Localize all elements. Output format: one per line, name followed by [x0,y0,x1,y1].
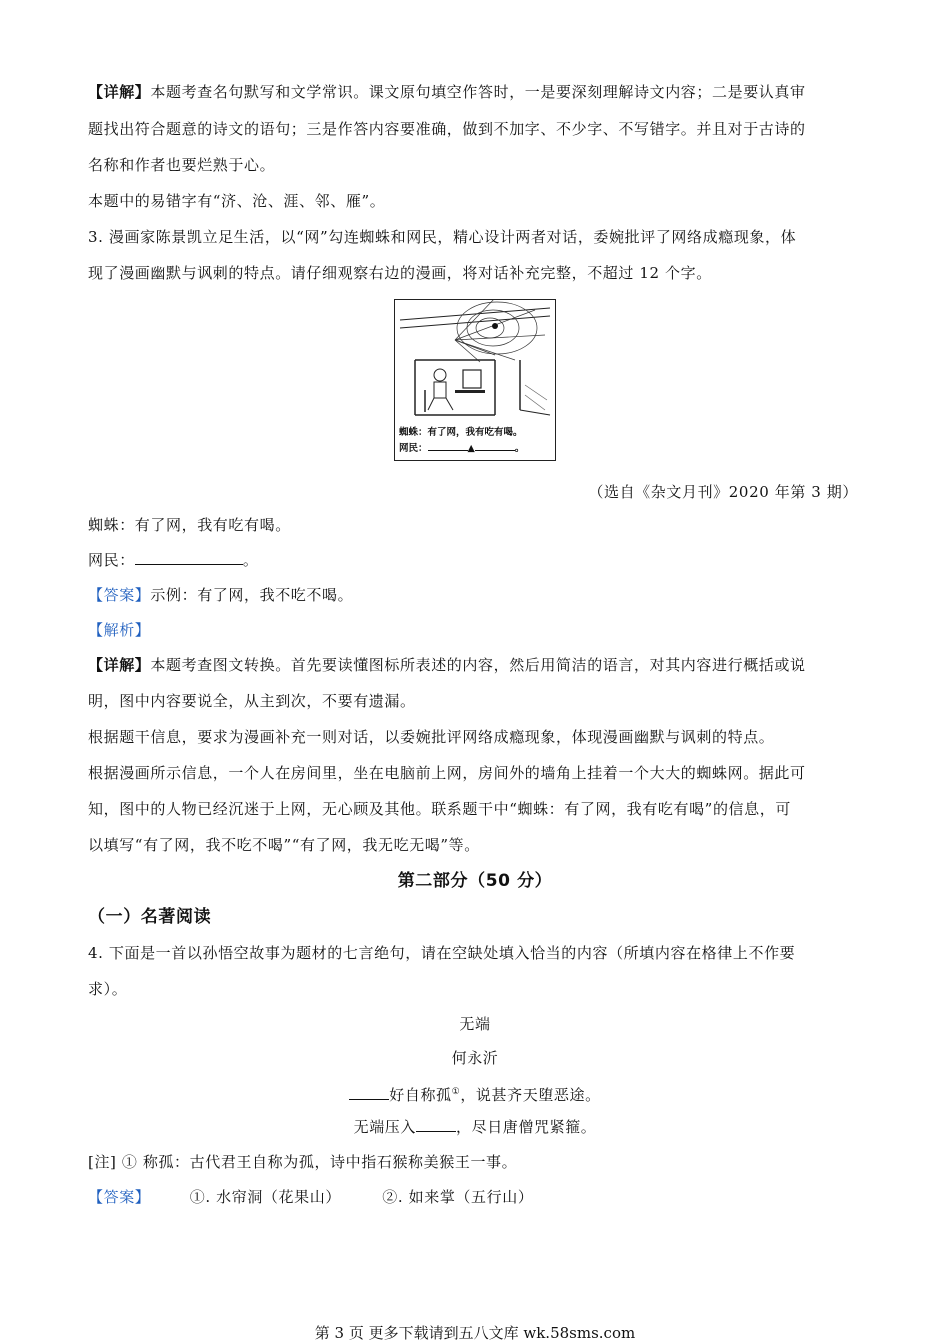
section-title: （一）名著阅读 [88,907,212,927]
poem-blank [349,1085,389,1100]
poem-line-1: 好自称孤①，说甚齐天堕恶途。 [0,1080,950,1107]
poem-title: 无端 [459,1015,491,1033]
spider-icon [492,323,498,329]
detail-line: 明，图中内容要说全，从主到次，不要有遗漏。 [88,692,416,710]
spider-dialogue: 蜘蛛：有了网，我有吃有喝。 [88,516,291,534]
poem-line-2: 无端压入 ，尽日唐僧咒紧箍。 [353,1118,597,1136]
question-4-line: 4. 下面是一首以孙悟空故事为题材的七言绝句，请在空缺处填入恰当的内容（所填内容在格律上不作要 [88,944,796,962]
answer-line: 【答案】 ①. 水帘洞（花果山） ②. 如来掌（五行山） [88,1188,534,1206]
answer-blank [135,550,243,565]
detail-label: 【详解】 [88,83,151,101]
answer-line: 【答案】示例：有了网，我不吃不喝。 [88,586,354,604]
netizen-dialogue: 网民： 。 [88,551,259,569]
poem-author: 何永沂 [451,1049,499,1067]
poem-note: [注] ① 称孤：古代君王自称为孤，诗中指石猴称美猴王一事。 [88,1153,518,1171]
comic-source: （选自《杂文月刊》2020 年第 3 期） [588,483,858,501]
detail-line: 以填写“有了网，我不吃不喝”“有了网，我无吃无喝”等。 [88,836,480,854]
detail-label: 【详解】 [88,656,151,674]
detail-line: 知，图中的人物已经沉迷于上网，无心顾及其他。联系题干中“蜘蛛：有了网，我有吃有喝”的信息，可 [88,800,791,818]
detail-line: 根据题干信息，要求为漫画补充一则对话，以委婉批评网络成瘾现象，体现漫画幽默与讽刺的特点。 [88,728,775,746]
detail-line: 本题中的易错字有“济、沧、涯、邻、雁”。 [88,192,386,210]
answer-label: 【答案】 [88,586,151,604]
question-3-line: 现了漫画幽默与讽刺的特点。请仔细观察右边的漫画，将对话补充完整，不超过 12 个字。 [88,264,712,282]
poem-blank [416,1117,456,1132]
analysis-label: 【解析】 [88,621,151,639]
detail-line: 【详解】本题考查图文转换。首先要读懂图标所表述的内容，然后用简洁的语言，对其内容进行概括或说 [88,656,806,674]
part-title: 第二部分（50 分） [397,871,553,891]
detail-line: 题找出符合题意的诗文的语句；三是作答内容要准确，做到不加字、不少字、不写错字。并且对于古诗的 [88,120,806,138]
comic-caption-netizen: 网民： ▲ 。 [399,443,525,454]
answer-label: 【答案】 [88,1188,151,1206]
question-3-line: 3. 漫画家陈景凯立足生活，以“网”勾连蜘蛛和网民，精心设计两者对话，委婉批评了网络成瘾现象，体 [88,228,797,246]
comic-image [394,299,556,461]
comic-caption-spider: 蜘蛛：有了网，我有吃有喝。 [399,427,523,438]
question-4-line: 求）。 [88,980,128,998]
detail-line: 名称和作者也要烂熟于心。 [88,156,276,174]
detail-line: 根据漫画所示信息，一个人在房间里，坐在电脑前上网，房间外的墙角上挂着一个大大的蜘蛛网。据此可 [88,764,806,782]
detail-line: 【详解】本题考查名句默写和文学常识。课文原句填空作答时，一是要深刻理解诗文内容；二是要认真审 [88,83,806,101]
page-footer: 第 3 页 更多下载请到五八文库 wk.58sms.com [314,1324,636,1342]
